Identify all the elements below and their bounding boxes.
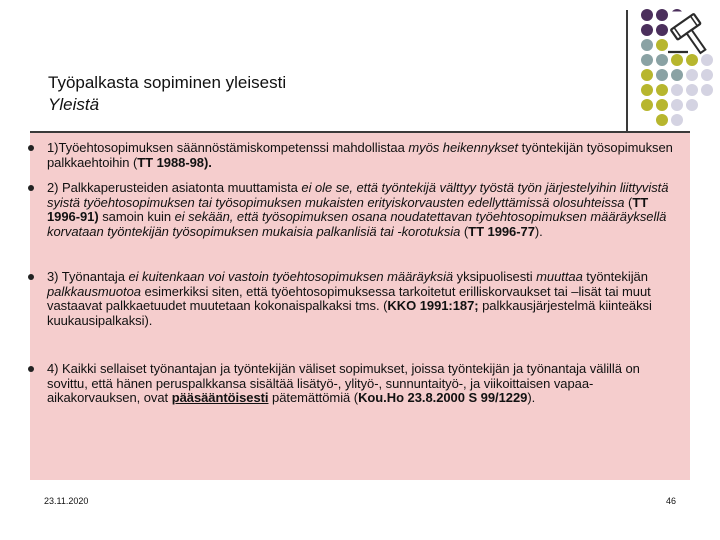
text-segment: palkkausjärjestelmä kiinteäksi kuukausipalkaksi). xyxy=(47,298,652,328)
decorative-dot xyxy=(656,99,668,111)
text-segment: esimerkiksi siten, että työehtosopimuksessa tarkoitetut erilliskorvaukset tai –lisät tai muut vastaavat palkkaetuudet muutetaan kokonaispalkaksi tms. ( xyxy=(47,283,651,314)
gavel-icon xyxy=(664,8,718,56)
bullet-item xyxy=(30,181,679,239)
title-block xyxy=(48,72,286,116)
bullet-item xyxy=(30,270,679,328)
text-segment: ei kuitenkaan voi vastoin työehtosopimuksen määräyksiä xyxy=(128,269,454,284)
text-segment: yksipuolisesti xyxy=(453,269,537,284)
decorative-dot xyxy=(641,84,653,96)
text-segment: muuttaa xyxy=(536,269,583,284)
text-segment: ei sekään, että työsopimuksen osana noudatettavan työehtosopimuksen määräyksellä korvataan työntekijän työsopimuksen mukaisia palkanlisiä tai -korotuksia xyxy=(47,209,667,239)
decorative-dot xyxy=(656,69,668,81)
bullet-item xyxy=(30,141,679,170)
decorative-dot xyxy=(686,84,698,96)
text-segment: TT 1996-77 xyxy=(468,223,535,239)
bullet-marker xyxy=(28,274,34,280)
text-segment: työntekijän työsopimuksen palkkaehtoihin ( xyxy=(47,140,673,170)
text-segment: pätemättömiä ( xyxy=(268,390,359,406)
text-segment: pääsääntöisesti xyxy=(171,390,269,406)
decorative-dot xyxy=(671,99,683,111)
text-segment: KKO 1991:187; xyxy=(387,298,479,314)
bullet-text xyxy=(47,362,679,406)
text-segment: TT 1988-98). xyxy=(137,154,212,170)
bullet-marker xyxy=(28,185,34,191)
decorative-dot xyxy=(671,84,683,96)
bullet-marker xyxy=(28,145,34,151)
decorative-dot xyxy=(641,69,653,81)
slide-title: Työpalkasta sopiminen yleisesti xyxy=(48,73,287,92)
decorative-dot xyxy=(701,84,713,96)
text-segment: 1)Työehtosopimuksen säännöstämiskompetenssi mahdollistaa xyxy=(47,140,409,155)
decorative-dot xyxy=(641,54,653,66)
decorative-dot xyxy=(671,69,683,81)
text-segment: ). xyxy=(534,223,543,239)
text-segment: palkkausmuotoa xyxy=(47,283,141,299)
bullet-text xyxy=(47,270,679,328)
bullet-text xyxy=(47,141,679,170)
bullet-text xyxy=(47,181,679,239)
text-segment: ( xyxy=(624,194,633,210)
bullet-marker xyxy=(28,366,34,372)
text-segment: 3) Työnantaja xyxy=(47,269,129,284)
text-segment: ). xyxy=(527,390,536,406)
text-segment: samoin kuin xyxy=(98,209,175,225)
text-segment: työntekijän xyxy=(582,269,648,284)
text-segment: Kou.Ho 23.8.2000 S 99/1229 xyxy=(358,390,528,406)
decorative-dot xyxy=(641,99,653,111)
text-segment: ei ole se, että työntekijä välttyy työstä työn järjestelyihin liittyvistä syistä työehtosopimuksen tai työsopimuksen mukaisten erityiskorvausten edellyttämissä olosuhteissa xyxy=(47,180,669,210)
decorative-dot xyxy=(671,114,683,126)
footer-date: 23.11.2020 xyxy=(44,496,89,506)
page-number: 46 xyxy=(665,496,676,506)
decorative-dot xyxy=(641,24,653,36)
text-segment: myös heikennykset xyxy=(408,140,519,155)
content-box xyxy=(30,133,690,480)
decorative-dot xyxy=(686,99,698,111)
bullet-item xyxy=(30,362,679,406)
decorative-dot xyxy=(641,39,653,51)
vertical-divider xyxy=(626,10,628,132)
text-segment: TT 1996-91) xyxy=(47,194,649,225)
text-segment: ( xyxy=(460,223,469,239)
decorative-dot xyxy=(656,114,668,126)
decorative-dot xyxy=(656,84,668,96)
decorative-dot xyxy=(641,9,653,21)
decorative-dot xyxy=(686,69,698,81)
decorative-dot xyxy=(701,69,713,81)
slide-subtitle: Yleistä xyxy=(48,95,100,114)
text-segment: 4) Kaikki sellaiset työnantajan ja työntekijän väliset sopimukset, joissa työntekijän ja työnantaja välillä on sovittu, että hänen peruspalkkansa sisältää lisätyö-, ylityö-, sunnuntaityö-, ja viikoittaisen vapaa-aikakorvauksen, ovat xyxy=(47,361,640,406)
text-segment: 2) Palkkaperusteiden asiatonta muuttamista xyxy=(47,180,302,195)
